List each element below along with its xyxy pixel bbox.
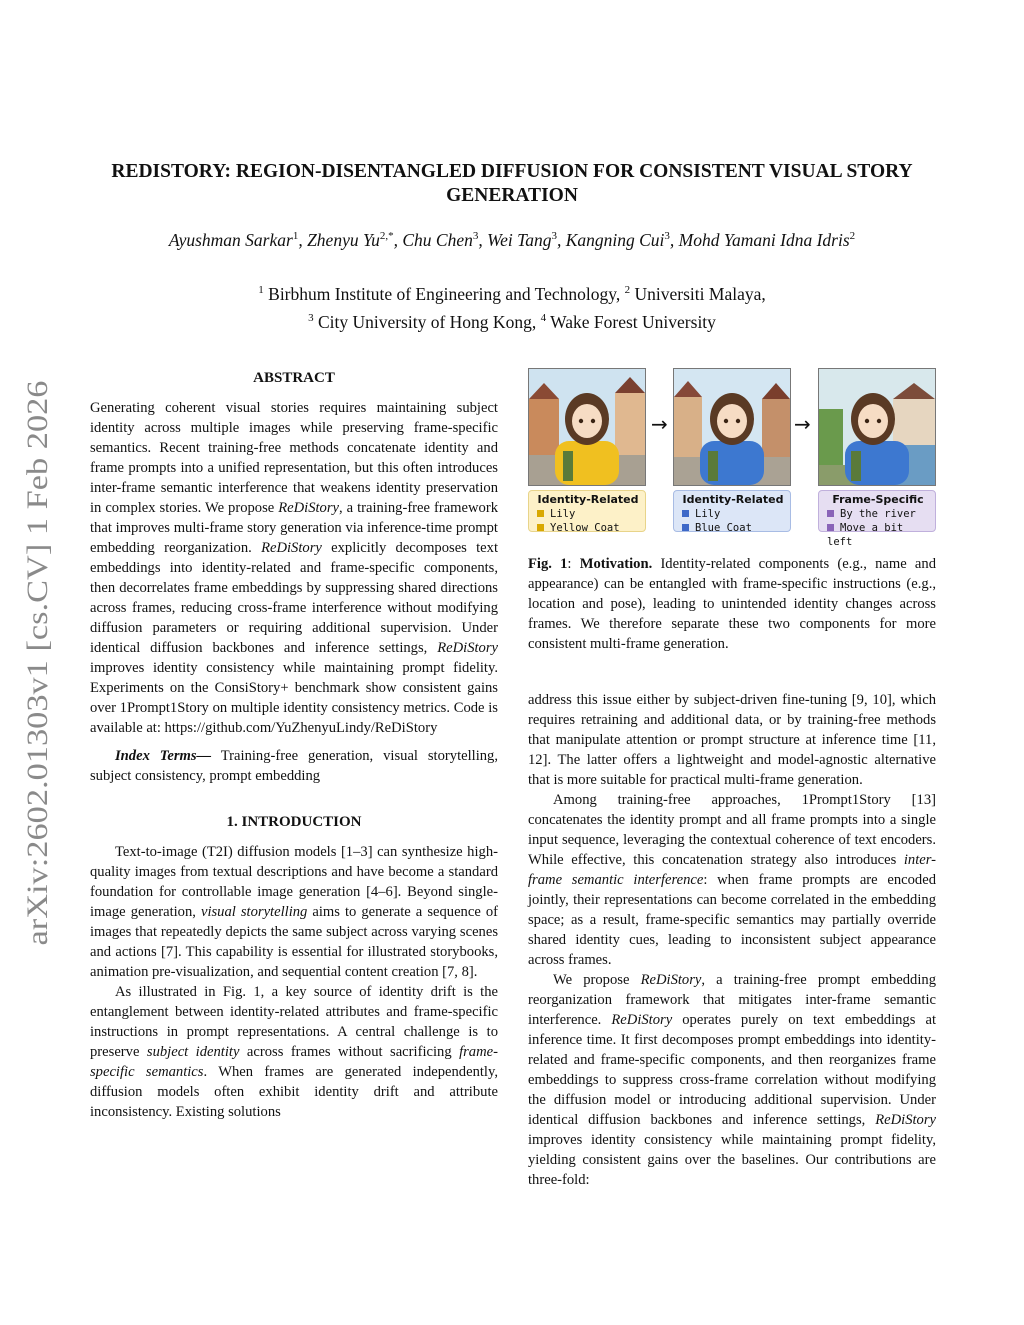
- intro-paragraph: As illustrated in Fig. 1, a key source of identity drift is the entanglement between identity-related attributes and frame-specific instructions in prompt representations. A central challenge is to preserve subject identity across frames without sacrificing frame-specific semantics. When frames are generated independently, diffusion models often exhibit identity drift and attribute inconsistency. Existing solutions: [90, 984, 498, 1120]
- abstract-text: Generating coherent visual stories requires maintaining subject identity across multiple images while preserving frame-specific semantics. Recent training-free methods concatenate identity and frame prompts into a unified representation, but this often introduces inter-frame semantic interference that weakens identity preservation in complex stories. We propose ReDiStory, a training-free framework that improves multi-frame story generation via inference-time prompt embedding reorganization. ReDiStory explicitly decomposes text embeddings into identity-related and frame-specific components, then decorrelates frame embeddings by suppressing shared directions across frames, reducing cross-frame interference without modifying diffusion parameters or requiring additional supervision. Under identical diffusion backbones and inference settings, ReDiStory improves identity consistency while maintaining prompt fidelity. Experiments on the ConsiStory+ benchmark show consistent gains over 1Prompt1Story on multiple identity consistency metrics. Code is available at: https://github.com/YuZhenyuLindy/ReDiStory: [90, 400, 499, 736]
- affil-mark: 4: [540, 311, 547, 324]
- author-name: Zhenyu Yu: [307, 230, 380, 250]
- figure-panel: [818, 368, 936, 548]
- author-name: Kangning Cui: [565, 230, 665, 250]
- author-mark: 1: [292, 230, 299, 243]
- author-mark: 2: [849, 230, 856, 243]
- affil-name: Universiti Malaya,: [634, 283, 766, 304]
- intro-paragraph: Text-to-image (T2I) diffusion models [1–3] can synthesize high-quality images from textual descriptions and have become a standard foundation for controllable image generation [4–6]. Beyond single-image generation, visual storytelling aims to generate a sequence of images that repeatedly depicts the same subject across varying scenes and actions [7]. This capability is essential for illustrated storybooks, animation pre-visualization, and sequential content creation [7, 8].: [90, 844, 498, 980]
- label-title: Identity-Related: [682, 493, 784, 506]
- label-item: Blue Coat: [682, 521, 784, 535]
- label-item: Yellow Coat: [537, 521, 639, 535]
- author-name: Mohd Yamani Idna Idris: [678, 230, 850, 250]
- story-frame-image: [818, 368, 936, 486]
- author-mark: 3: [472, 230, 479, 243]
- label-item: Move a bit left: [827, 522, 904, 548]
- intro-paragraph: Among training-free approaches, 1Prompt1Story [13] concatenates the identity prompt and all frame prompts into a single input sequence, leveraging the contextual coherence of text encoders. While effective, this concatenation strategy also introduces inter-frame semantic interference: when frame prompts are encoded jointly, their representations can become correlated in the embedding space; as a result, frame-specific semantics may partially override shared identity cues, leading to inconsistent subject appearance across frames.: [528, 792, 936, 968]
- author-mark: 3: [664, 230, 670, 243]
- label-item: Lily: [682, 507, 784, 521]
- affil-name: Wake Forest University: [550, 311, 716, 332]
- story-frame-image: [528, 368, 646, 486]
- right-column: [528, 690, 936, 1190]
- author-name: Ayushman Sarkar: [168, 230, 293, 250]
- label-item: Lily: [537, 507, 639, 521]
- affiliations: [60, 278, 964, 334]
- affil-name: Birbhum Institute of Engineering and Technology,: [268, 283, 621, 304]
- abstract-heading: ABSTRACT: [253, 370, 335, 386]
- affil-mark: 1: [258, 284, 264, 296]
- frame-label-box: [818, 490, 936, 548]
- affil-mark: 2: [624, 284, 631, 296]
- section-heading-introduction: 1. INTRODUCTION: [226, 814, 362, 830]
- author-list: Ayushman Sarkar$^1$, Zhenyu $Yu^{2,*}$, Chu Chen$^3$, Wei Tang$^3$, Kangning Cui$^3$, Mohd Yamani Idna Idris$^2$: [168, 230, 856, 250]
- identity-label-box: [673, 490, 791, 532]
- figure-panel: [528, 368, 646, 532]
- arrow-icon: →: [651, 412, 668, 436]
- intro-paragraph: We propose ReDiStory, a training-free prompt embedding reorganization framework that mitigates inter-frame semantic interference. ReDiStory operates purely on text embeddings at inference time. It first decomposes prompt embeddings into identity-related and frame-specific components, and then reorganizes frame embeddings to suppress cross-frame correlation without modifying the diffusion model or introducing additional supervision. Under identical diffusion backbones and inference settings, ReDiStory improves identity consistency while maintaining prompt fidelity, yielding consistent gains over the baselines. Our contributions are three-fold:: [528, 972, 937, 1188]
- arxiv-identifier: [14, 378, 64, 948]
- author-name: Wei Tang: [487, 230, 552, 250]
- figure-caption: Fig. 1: Motivation. Identity-related components (e.g., name and appearance) can be entangled with frame-specific instructions (e.g., location and pose), leading to unintended identity changes across frames. We therefore separate these two components for more consistent multi-frame generation.: [528, 556, 936, 652]
- label-title: Identity-Related: [537, 493, 639, 506]
- arxiv-identifier-text: arXiv:2602.01303v1 [cs.CV] 1 Feb 2026: [21, 452, 54, 946]
- index-terms: Index Terms— Training-free generation, visual storytelling, subject consistency, prompt embedding: [90, 748, 499, 784]
- story-frame-image: [673, 368, 791, 486]
- figure-panel: [673, 368, 791, 532]
- label-title: Frame-Specific: [832, 493, 924, 506]
- affil-name: City University of Hong Kong,: [317, 311, 537, 332]
- arrow-icon: →: [794, 412, 811, 436]
- intro-paragraph: address this issue either by subject-driven fine-tuning [9, 10], which requires retraining and additional data, or by training-free methods that manipulate attention or prompt structure at inference time [11, 12]. The latter offers a lightweight and model-agnostic alternative that is more suitable for practical multi-frame generation.: [528, 692, 936, 788]
- identity-label-box: [528, 490, 646, 532]
- author-mark: 3: [551, 230, 557, 243]
- label-item: By the river: [827, 507, 929, 521]
- author-name: Chu Chen: [402, 230, 473, 250]
- author-mark: 2,*: [379, 230, 394, 243]
- left-column: [90, 368, 498, 1122]
- figure-1: [528, 368, 936, 548]
- affil-mark: 3: [308, 311, 314, 324]
- paper-title: REDISTORY: REGION-DISENTANGLED DIFFUSION FOR CONSISTENT VISUAL STORY GENERATION: [111, 161, 913, 206]
